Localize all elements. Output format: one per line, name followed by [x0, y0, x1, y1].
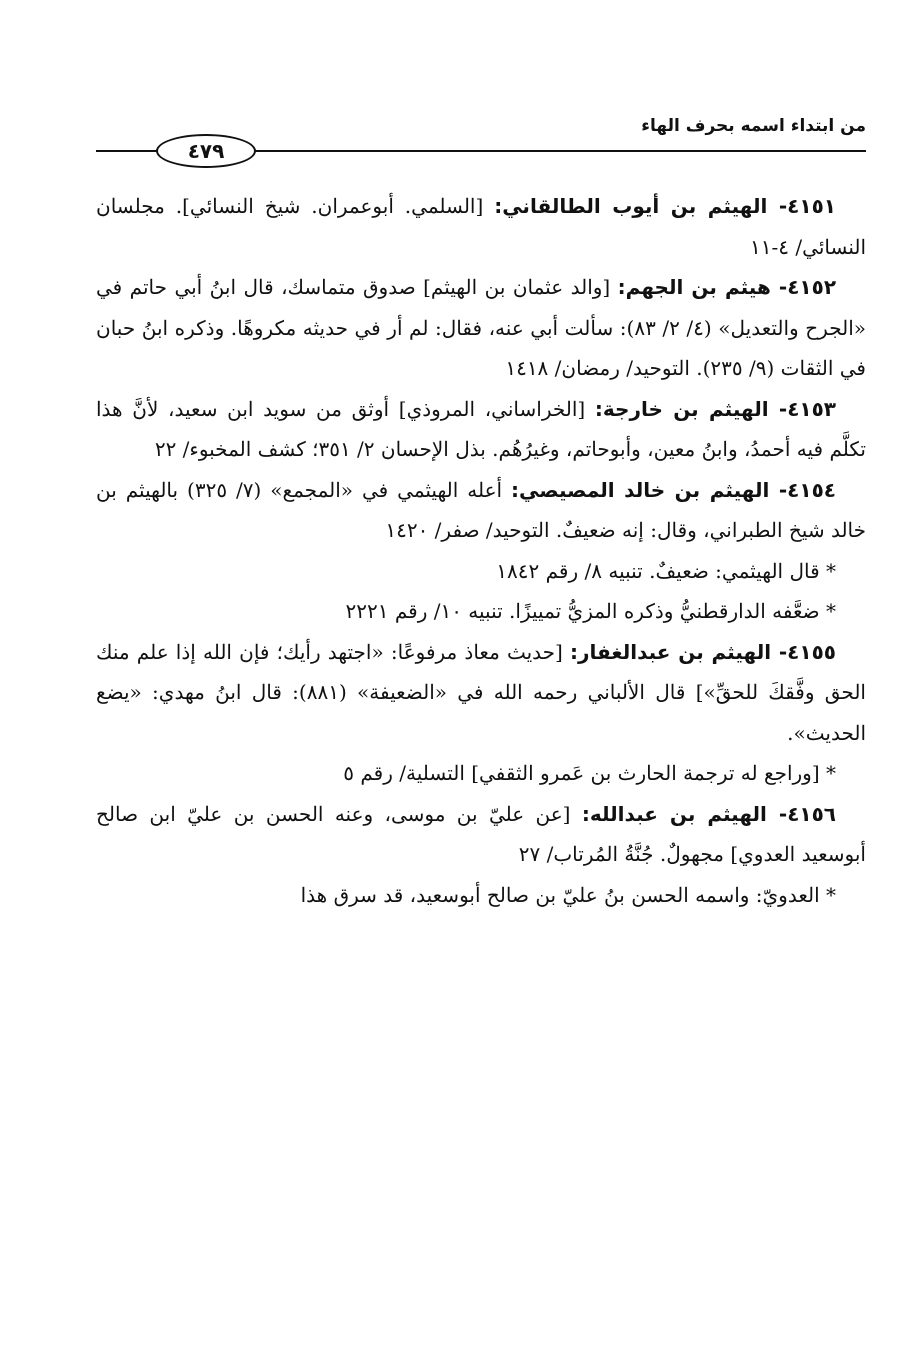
entry-number: ٤١٥٥-	[778, 639, 836, 664]
entry-name: هيثم بن الجهم:	[617, 275, 771, 299]
entry	[96, 794, 866, 875]
running-title: من ابتداء اسمه بحرف الهاء	[641, 116, 866, 136]
entry-number: ٤١٥٦-	[778, 801, 837, 826]
entry-text: [الخراساني، المروذي] أوثق من سويد ابن سعيد، لأنَّ هذا تكلَّم فيه أحمدُ، وابنُ معين، وأبوحاتم، وغيرُهُم. بذل الإحسان ٢/ ٣٥١؛ كشف المخبوء/ ٢٢	[96, 396, 866, 461]
entry-note: * العدويّ: واسمه الحسن بنُ عليّ بن صالح أبوسعيد، قد سرق هذا	[300, 882, 836, 907]
entry	[96, 267, 866, 389]
entry-note: * [وراجع له ترجمة الحارث بن عَمرو الثقفي] التسلية/ رقم ٥	[343, 761, 836, 785]
entry-heading	[511, 478, 836, 502]
entry-number: ٤١٥٣-	[778, 396, 837, 421]
entry-name: الهيثم بن عبدالله:	[581, 801, 767, 826]
entry	[96, 186, 866, 267]
entry-text: أعله الهيثمي في «المجمع» (٧/ ٣٢٥) بالهيثم بن خالد شيخ الطبراني، وقال: إنه ضعيفٌ. التوحيد/ صفر/ ١٤٢٠	[96, 477, 866, 542]
page-header	[96, 112, 866, 172]
entry-name: الهيثم بن عبدالغفار:	[570, 639, 772, 664]
entry-heading	[582, 802, 836, 826]
entry-heading	[570, 640, 836, 664]
entry-heading	[595, 397, 836, 421]
entry-text: [حديث معاذ مرفوعًا: «اجتهد رأيك؛ فإن الله إذا علم منك الحق وفَّقكَ للحقِّ»] قال الألباني رحمه الله في «الضعيفة» (٨٨١): قال ابنُ مهدي: «يضع الحديث».	[96, 639, 866, 745]
entry-heading	[618, 275, 836, 299]
entry-text: [عن عليّ بن موسى، وعنه الحسن بن عليّ ابن صالح أبوسعيد العدوي] مجهولٌ. جُنَّةُ المُرتاب/ ٢٧	[96, 801, 866, 866]
entry-name: الهيثم بن أيوب الطالقاني:	[494, 194, 768, 218]
entry	[96, 470, 866, 551]
page-body	[96, 186, 866, 915]
entry-number: ٤١٥٤-	[778, 477, 836, 502]
entry-note: * قال الهيثمي: ضعيفٌ. تنبيه ٨/ رقم ١٨٤٢	[496, 558, 836, 583]
entry-note: * ضعَّفه الدارقطنيُّ وذكره المزيُّ تمييزًا. تنبيه ١٠/ رقم ٢٢٢١	[345, 599, 836, 623]
entry-text: [السلمي. أبوعمران. شيخ النسائي]. مجلسان النسائي/ ٤-١١	[96, 194, 866, 259]
entry-name: الهيثم بن خالد المصيصي:	[511, 477, 770, 502]
page-number: ٤٧٩	[156, 134, 256, 168]
entry	[96, 389, 866, 470]
entry-text: [والد عثمان بن الهيثم] صدوق متماسك، قال ابنُ أبي حاتم في «الجرح والتعديل» (٤/ ٢/ ٨٣): سألت أبي عنه، فقال: لم أر في حديثه مكروهًا. وذكره ابنُ حبان في الثقات (٩/ ٢٣٥). التوحيد/ رمضان/ ١٤١٨	[96, 275, 866, 380]
entry-number: ٤١٥١-	[778, 194, 836, 218]
entry	[96, 632, 866, 754]
entry-heading	[494, 194, 836, 218]
entry-number: ٤١٥٢-	[778, 275, 837, 299]
entry-name: الهيثم بن خارجة:	[594, 396, 769, 421]
